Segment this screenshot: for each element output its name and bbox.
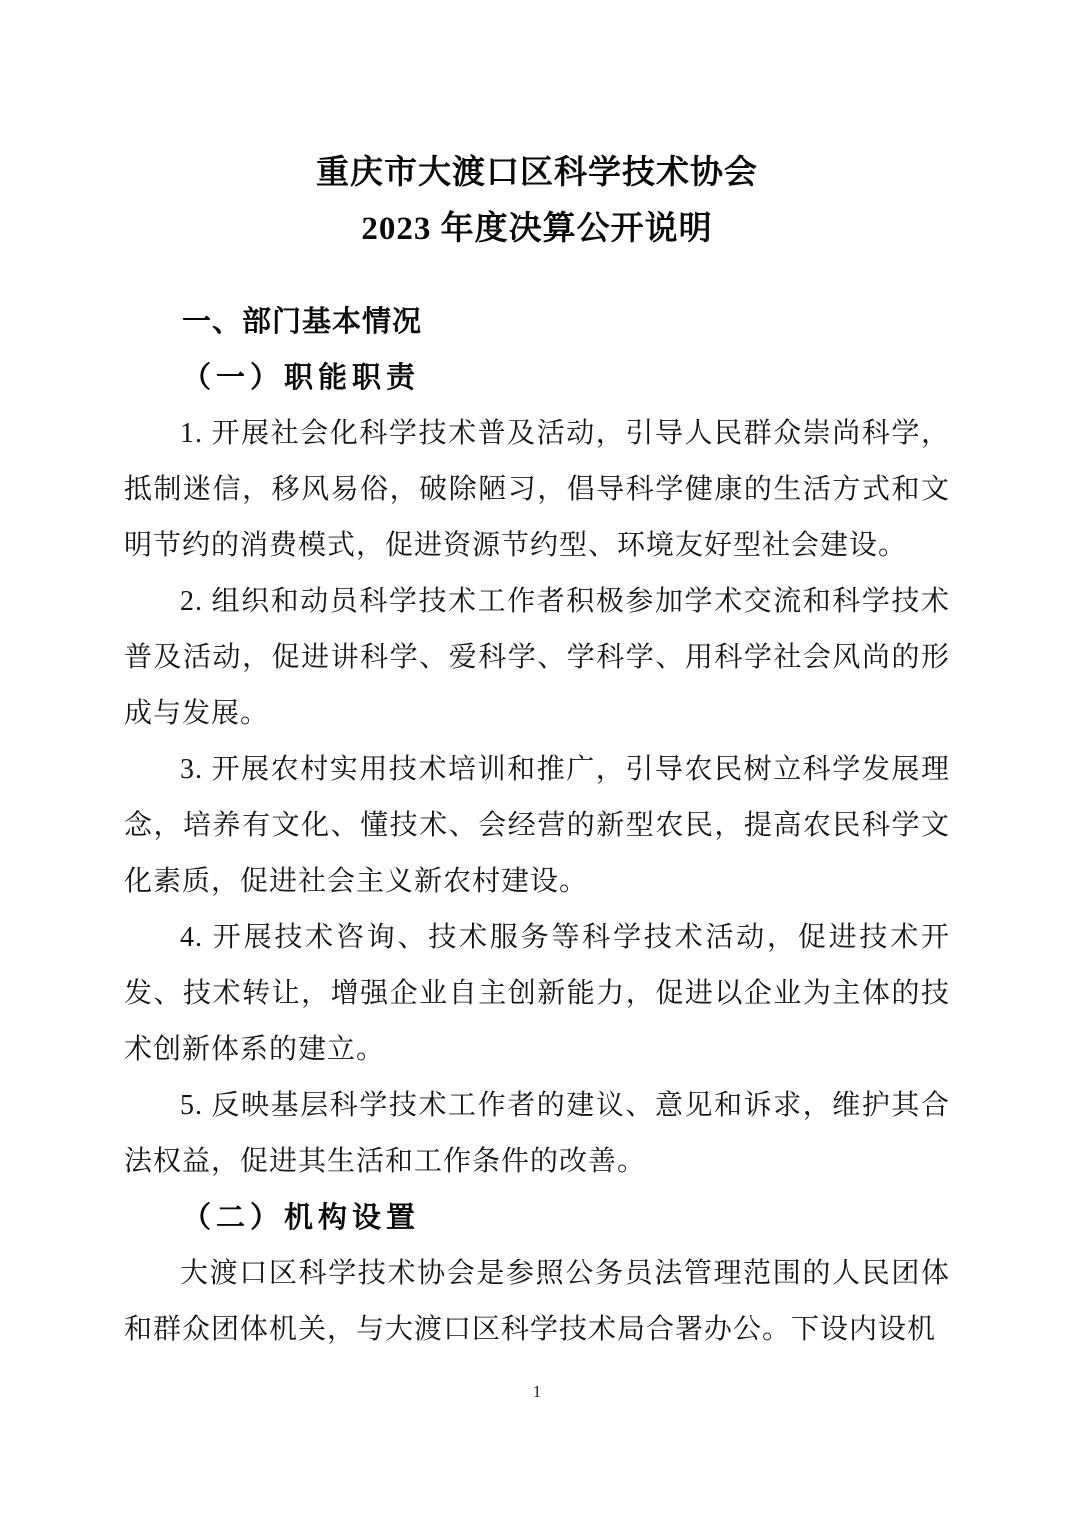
duty-paragraph-5: 5. 反映基层科学技术工作者的建议、意见和诉求，维护其合法权益，促进其生活和工作条件的改善。 — [124, 1090, 950, 1177]
duty-paragraph-2: 2. 组织和动员科学技术工作者积极参加学术交流和科学技术普及活动，促进讲科学、爱科学、学科学、用科学社会风尚的形成与发展。 — [124, 586, 950, 729]
page-number: 1 — [532, 1382, 542, 1401]
organization-paragraph: 大渡口区科学技术协会是参照公务员法管理范围的人民团体和群众团体机关，与大渡口区科学技术局合署办公。下设内设机 — [124, 1258, 950, 1345]
duty-paragraph-1: 1. 开展社会化科学技术普及活动，引导人民群众崇尚科学，抵制迷信，移风易俗，破除陋习，倡导科学健康的生活方式和文明节约的消费模式，促进资源节约型、环境友好型社会建设。 — [124, 418, 950, 561]
duty-paragraph-3: 3. 开展农村实用技术培训和推广，引导农民树立科学发展理念，培养有文化、懂技术、会经营的新型农民，提高农民科学文化素质，促进社会主义新农村建设。 — [124, 754, 950, 897]
subsection-heading-duties: （一）职能职责 — [182, 362, 421, 394]
section-heading-department-basic-info: 一、部门基本情况 — [182, 306, 423, 338]
subsection-heading-organization: （二）机构设置 — [182, 1202, 421, 1234]
document-title-line1: 重庆市大渡口区科学技术协会 — [316, 155, 758, 191]
duty-paragraph-4: 4. 开展技术咨询、技术服务等科学技术活动，促进技术开发、技术转让，增强企业自主创新能力，促进以企业为主体的技术创新体系的建立。 — [124, 922, 950, 1065]
document-title-line2: 2023 年度决算公开说明 — [361, 211, 713, 247]
